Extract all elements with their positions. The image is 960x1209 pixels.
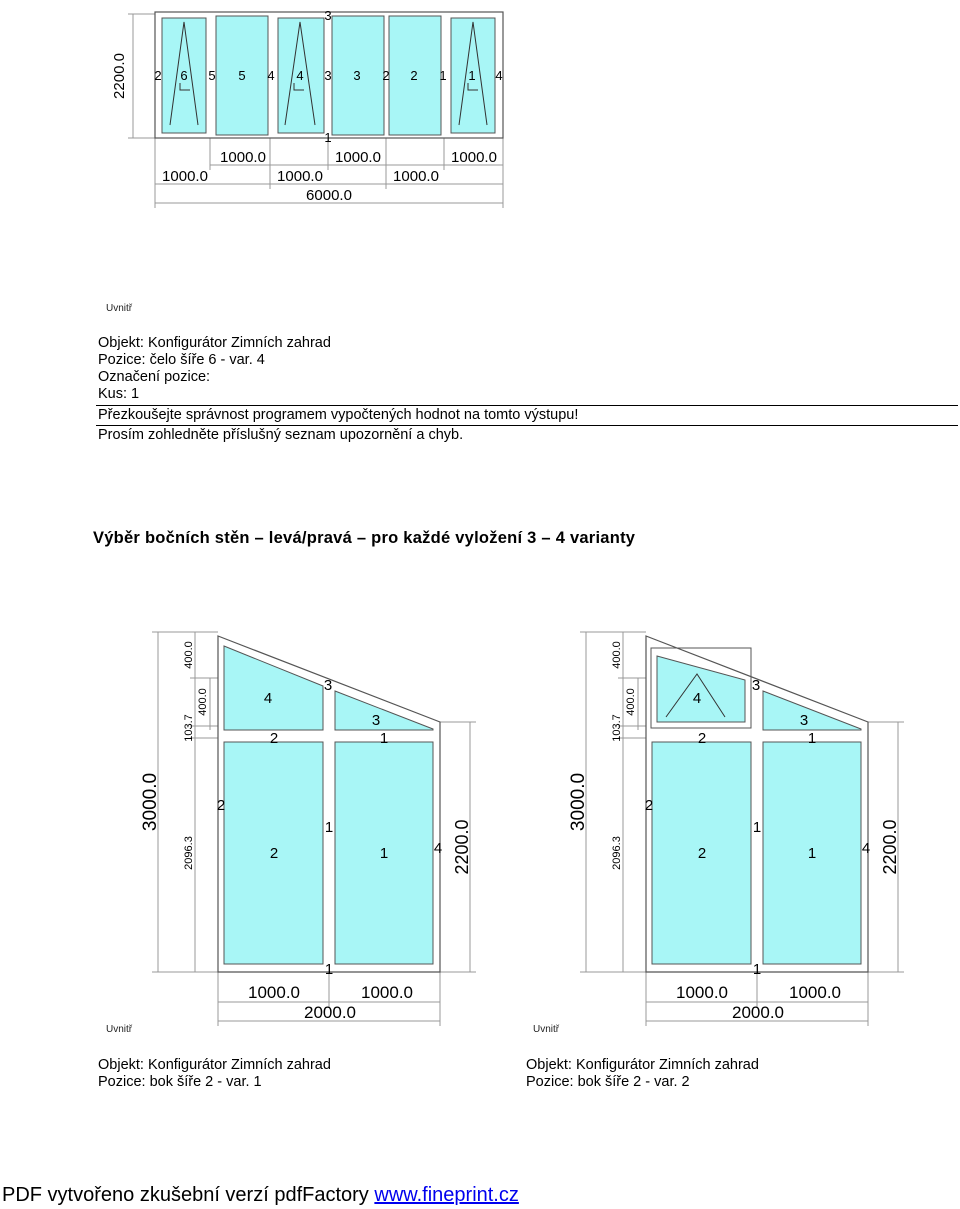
label-2-left: 2 xyxy=(216,797,226,814)
frame-label-1: 1 xyxy=(324,130,332,145)
label-3-top: 3 xyxy=(751,677,761,694)
label-3-top: 3 xyxy=(323,677,333,694)
sash-label-6: 6 xyxy=(180,68,188,83)
label-3: 3 xyxy=(799,712,809,729)
dim-2200: 2200.0 xyxy=(452,819,472,875)
dim-2200: 2200.0 xyxy=(880,819,900,875)
sash-label-3b: 3 xyxy=(353,68,361,83)
dim-top-3: 1000.0 xyxy=(451,149,497,166)
dim-bottom-3: 1000.0 xyxy=(393,168,439,185)
label-1-mullion: 1 xyxy=(324,819,334,836)
footer-link[interactable]: www.fineprint.cz xyxy=(374,1184,519,1206)
inside-label-left: Uvnitř xyxy=(106,1024,133,1035)
front-oznaceni: Označení pozice: xyxy=(98,369,211,385)
label-4-right: 4 xyxy=(861,840,871,857)
sash-label-1b: 1 xyxy=(468,68,476,83)
dim-bottom-1: 1000.0 xyxy=(162,168,208,185)
label-1-pane: 1 xyxy=(379,845,389,862)
sash-label-5b: 5 xyxy=(238,68,246,83)
sash-label-5: 5 xyxy=(208,68,216,83)
label-2-mid: 2 xyxy=(269,730,279,747)
dim-height: 2200.0 xyxy=(111,53,128,99)
label-1-pane: 1 xyxy=(807,845,817,862)
dim-width-1: 1000.0 xyxy=(248,983,300,1002)
dim-2096-3: 2096.3 xyxy=(611,836,623,870)
label-1-mid: 1 xyxy=(807,730,817,747)
frame-label-3: 3 xyxy=(324,8,332,23)
left-objekt: Objekt: Konfigurátor Zimních zahrad xyxy=(98,1057,331,1073)
label-1-mullion: 1 xyxy=(752,819,762,836)
label-3: 3 xyxy=(371,712,381,729)
sash-label-4: 4 xyxy=(267,68,275,83)
label-4-right: 4 xyxy=(433,840,443,857)
label-2-mid: 2 xyxy=(697,730,707,747)
dim-400-a: 400.0 xyxy=(183,641,195,669)
dim-103-7: 103.7 xyxy=(183,714,195,742)
dim-400-b: 400.0 xyxy=(625,688,637,716)
dim-total-height: 3000.0 xyxy=(140,772,161,832)
pdf-footer xyxy=(2,1184,519,1207)
sash-label-2b: 2 xyxy=(382,68,390,83)
front-warning-2: Prosím zohledněte příslušný seznam upozornění a chyb. xyxy=(98,427,464,443)
sash-label-4c: 4 xyxy=(495,68,503,83)
right-pozice: Pozice: bok šíře 2 - var. 2 xyxy=(526,1074,690,1090)
label-1-bottom: 1 xyxy=(324,961,334,978)
sash-label-2: 2 xyxy=(154,68,162,83)
label-4: 4 xyxy=(263,690,273,707)
sash-label-3: 3 xyxy=(324,68,332,83)
sash-label-1: 1 xyxy=(439,68,447,83)
dim-width-2: 1000.0 xyxy=(789,983,841,1002)
label-4: 4 xyxy=(692,690,702,707)
label-2-left: 2 xyxy=(644,797,654,814)
dim-total: 6000.0 xyxy=(306,187,352,204)
label-2-pane: 2 xyxy=(269,845,279,862)
label-2-pane: 2 xyxy=(697,845,707,862)
dim-103-7: 103.7 xyxy=(611,714,623,742)
dim-width-1: 1000.0 xyxy=(676,983,728,1002)
left-pozice: Pozice: bok šíře 2 - var. 1 xyxy=(98,1074,262,1090)
dim-total-height: 3000.0 xyxy=(568,772,589,832)
sash-label-4b: 4 xyxy=(296,68,304,83)
inside-label-right: Uvnitř xyxy=(533,1024,560,1035)
front-warning-1: Přezkoušejte správnost programem vypočtených hodnot na tomto výstupu! xyxy=(98,407,579,423)
dim-400-b: 400.0 xyxy=(197,688,209,716)
dim-2096-3: 2096.3 xyxy=(183,836,195,870)
dim-top-1: 1000.0 xyxy=(220,149,266,166)
dim-top-2: 1000.0 xyxy=(335,149,381,166)
dim-bottom-2: 1000.0 xyxy=(277,168,323,185)
inside-label: Uvnitř xyxy=(106,303,133,314)
dim-width-total: 2000.0 xyxy=(732,1003,784,1022)
dim-400-a: 400.0 xyxy=(611,641,623,669)
label-1-mid: 1 xyxy=(379,730,389,747)
footer-text: PDF vytvořeno zkušební verzí pdfFactory xyxy=(2,1184,375,1206)
sash-label-2c: 2 xyxy=(410,68,418,83)
front-objekt: Objekt: Konfigurátor Zimních zahrad xyxy=(98,335,331,351)
dim-width-2: 1000.0 xyxy=(361,983,413,1002)
front-kus: Kus: 1 xyxy=(98,386,140,402)
label-1-bottom: 1 xyxy=(752,961,762,978)
front-pozice: Pozice: čelo šíře 6 - var. 4 xyxy=(98,352,265,368)
dim-width-total: 2000.0 xyxy=(304,1003,356,1022)
section-heading: Výběr bočních stěn – levá/pravá – pro každé vyložení 3 – 4 varianty xyxy=(93,529,636,547)
right-objekt: Objekt: Konfigurátor Zimních zahrad xyxy=(526,1057,759,1073)
